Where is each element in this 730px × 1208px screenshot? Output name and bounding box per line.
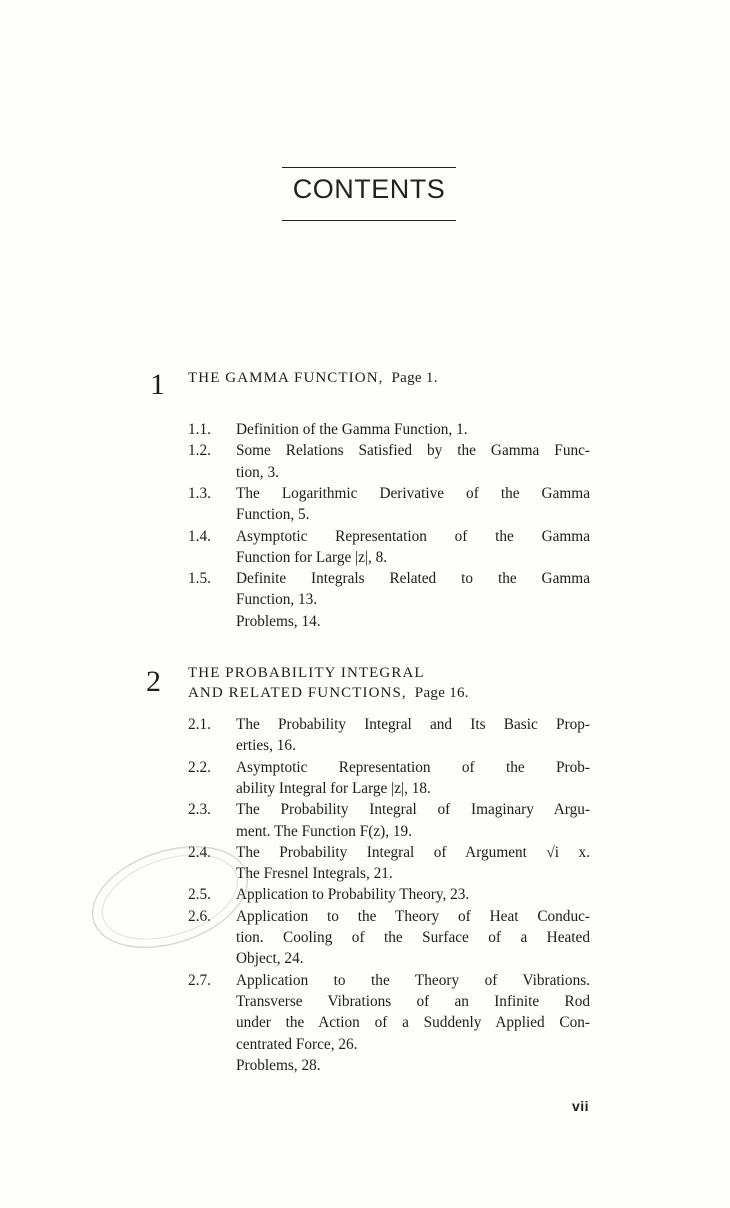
section-number: 2.4. xyxy=(188,843,211,861)
section-title-line: Definition of the Gamma Function, 1. xyxy=(236,421,468,438)
section-title-line: Problems, 14. xyxy=(236,612,321,630)
section-number: 1.3. xyxy=(188,484,211,502)
section-title-line: centrated Force, 26. xyxy=(236,1035,358,1053)
section-title-line: The Logarithmic Derivative of the Gamma xyxy=(236,484,590,502)
section-number: 1.2. xyxy=(188,442,211,460)
section-title-line: tion, 3. xyxy=(236,463,279,481)
section-number: 2.7. xyxy=(188,971,211,989)
section-title-line: Problems, 28. xyxy=(236,1056,321,1074)
section-number: 1.4. xyxy=(188,527,211,545)
section-title-line: Function, 13. xyxy=(236,591,318,609)
section-title-line: tion. Cooling of the Surface of a Heated xyxy=(236,929,590,946)
chapter-page-label: Page 1. xyxy=(391,370,438,386)
section-title-line: under the Action of a Suddenly Applied Con- xyxy=(236,1014,590,1032)
page-number: vii xyxy=(572,1098,590,1114)
section-number: 2.3. xyxy=(188,801,211,819)
chapter-number: 2 xyxy=(146,665,161,698)
section-number: 2.6. xyxy=(188,907,211,925)
section-title-line: erties, 16. xyxy=(236,737,296,755)
title-rule-top xyxy=(282,167,456,168)
section-title-line: ment. The Function F(z), 19. xyxy=(236,822,413,840)
chapter-title: THE GAMMA FUNCTION, xyxy=(188,370,384,386)
chapter-heading-line xyxy=(188,368,438,388)
section-title-line: Definite Integrals Related to the Gamma xyxy=(236,570,590,588)
chapter-page-label: Page 16. xyxy=(414,685,469,701)
section-title-line: The Probability Integral of Imaginary Argu- xyxy=(236,801,590,819)
section-title-line: Some Relations Satisfied by the Gamma Func- xyxy=(236,442,590,460)
chapter-number: 1 xyxy=(150,368,165,401)
section-title-line: The Fresnel Integrals, 21. xyxy=(236,865,393,883)
section-number: 1.5. xyxy=(188,570,211,588)
section-title-line: Asymptotic Representation of the Gamma xyxy=(236,527,590,545)
section-title-line: Function for Large |z|, 8. xyxy=(236,548,388,566)
section-title-line: Asymptotic Representation of the Prob- xyxy=(236,758,590,776)
section-title-line: The Probability Integral of Argument √i x. xyxy=(236,843,590,861)
section-title-line: Application to Probability Theory, 23. xyxy=(236,886,470,904)
section-number: 2.5. xyxy=(188,886,211,904)
section-title-line: Transverse Vibrations of an Infinite Rod xyxy=(236,992,590,1010)
chapter-title: THE PROBABILITY INTEGRAL xyxy=(188,665,425,681)
section-number: 2.1. xyxy=(188,716,211,733)
import-stamp-watermark xyxy=(85,842,255,952)
chapter-heading-line xyxy=(188,683,469,703)
section-title-line: The Probability Integral and Its Basic Prop- xyxy=(236,716,590,733)
chapter-title: AND RELATED FUNCTIONS, xyxy=(188,685,407,701)
section-title-line: Object, 24. xyxy=(236,950,304,968)
section-title-line: ability Integral for Large |z|, 18. xyxy=(236,779,431,797)
title-rule-bottom xyxy=(282,220,456,221)
section-title-line: Function, 5. xyxy=(236,506,310,524)
section-title-line: Application to the Theory of Heat Conduc- xyxy=(236,907,590,925)
section-number: 1.1. xyxy=(188,421,211,438)
page-title: CONTENTS xyxy=(292,174,446,204)
section-number: 2.2. xyxy=(188,758,211,776)
section-title-line: Application to the Theory of Vibrations. xyxy=(236,971,590,989)
chapter-heading-line xyxy=(188,663,425,683)
